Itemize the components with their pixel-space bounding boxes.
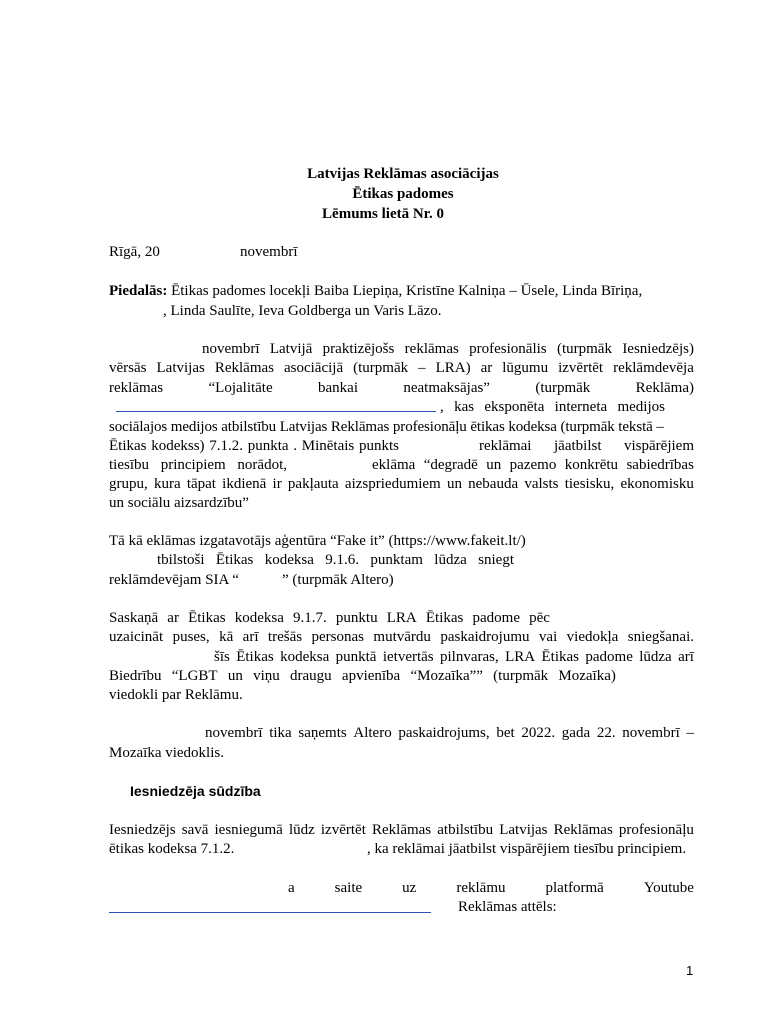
word: gada <box>561 725 591 741</box>
word: 2022. <box>521 725 556 741</box>
para6-line-2: Reklāmas attēls: <box>458 899 557 915</box>
para1-line-7a <box>109 456 287 474</box>
word: viņu <box>253 668 280 684</box>
word: aizspriedumiem <box>344 476 441 492</box>
word: lūdza <box>639 649 672 665</box>
word: padome <box>585 649 633 665</box>
word: kas <box>454 399 475 415</box>
word: “LGBT <box>171 668 218 684</box>
word: mutvārdu <box>373 629 431 645</box>
para2-line-3a: reklāmdevējam SIA “ <box>109 572 239 588</box>
word: arī <box>678 649 694 665</box>
word: paskaidrojumu <box>440 629 530 645</box>
word: (turpmāk <box>535 380 591 396</box>
word: eklāma <box>372 457 416 473</box>
word: Saskaņā <box>109 610 159 626</box>
participants-text: Ētikas padomes locekļi Baiba Liepiņa, Kristīne Kalniņa – Ūsele, Linda Bīriņa, <box>171 283 643 299</box>
para1-line-7b <box>372 456 694 474</box>
org-title: Latvijas Reklāmas asociācijas <box>307 166 499 182</box>
para1-line-1 <box>202 340 694 358</box>
word: tiesību <box>109 457 149 473</box>
word: interneta <box>554 399 608 415</box>
word: reklāmdevēja <box>613 360 694 376</box>
word: profesionāļu <box>618 822 694 838</box>
word: Mozaīka) <box>558 668 616 684</box>
word: reklāmu <box>456 880 506 896</box>
word: kura <box>153 476 181 492</box>
word: 22. <box>596 725 616 741</box>
word: reklāmas <box>109 380 164 396</box>
word: punktu <box>335 610 378 626</box>
para5-line-1 <box>109 821 694 839</box>
word: Reklāma) <box>635 380 694 396</box>
link-underline-1[interactable] <box>116 411 436 412</box>
word: vai <box>538 629 558 645</box>
word: iesniegumā <box>214 822 283 838</box>
word: “degradē <box>423 457 478 473</box>
page-number: 1 <box>686 963 694 978</box>
word: . <box>293 438 298 454</box>
para3-line-5: viedokli par Reklāmu. <box>109 687 243 703</box>
word: “Mozaīka”” <box>410 668 483 684</box>
word: savā <box>181 822 209 838</box>
board-title: Ētikas padomes <box>352 186 454 202</box>
word: – <box>418 360 426 376</box>
word: izvērtēt <box>320 822 366 838</box>
participants-label: Piedalās: <box>109 283 168 299</box>
para5-line-2a: ētikas kodeksa 7.1.2. <box>109 841 235 857</box>
para1-line-6a <box>109 437 399 455</box>
word: lūgumu <box>502 360 549 376</box>
word: Biedrību <box>109 668 162 684</box>
word: Minētais <box>301 438 355 454</box>
word: ir <box>272 476 282 492</box>
decision-title: Lēmums lietā Nr. 0 <box>322 206 444 222</box>
word: 9.1.7. <box>293 610 327 626</box>
para2-line-2 <box>157 551 514 569</box>
word: Latvijā <box>269 341 313 357</box>
word: (turpmāk <box>493 668 549 684</box>
word: punktam <box>370 552 423 568</box>
word: “Lojalitāte <box>208 380 273 396</box>
word: trešās <box>267 629 303 645</box>
word: principiem <box>160 457 226 473</box>
word: praktizējošs <box>322 341 395 357</box>
word: 7.1.2. <box>209 438 244 454</box>
word: Latvijas <box>156 360 205 376</box>
para3-line-4 <box>109 667 616 685</box>
word: pēc <box>529 610 550 626</box>
word: norādot, <box>237 457 287 473</box>
para6-line-1 <box>288 879 694 897</box>
word: reklāmai <box>479 438 532 454</box>
word: ar <box>167 610 179 626</box>
word: ikdienā <box>222 476 267 492</box>
word: uzaicināt <box>109 629 164 645</box>
word: platformā <box>545 880 604 896</box>
word: nebauda <box>468 476 519 492</box>
word: LRA) <box>435 360 471 376</box>
para1-line-5: sociālajos medijos atbilstību Latvijas Reklāmas profesionāļu ētikas kodeksa (turpmāk tekstā – <box>109 419 664 435</box>
word: Reklāmas <box>553 822 613 838</box>
word: bankai <box>318 380 358 396</box>
word: pakļauta <box>287 476 339 492</box>
word: ar <box>480 360 493 376</box>
word: un <box>227 668 243 684</box>
word: arī <box>242 629 259 645</box>
word: kodekss) <box>151 438 205 454</box>
word: tāpat <box>186 476 216 492</box>
para1-line-2 <box>109 359 694 377</box>
word: saite <box>334 880 363 896</box>
para1-line-3 <box>109 379 694 397</box>
para1-line-6b <box>479 437 694 455</box>
participants-line-2: , Linda Saulīte, Ieva Goldberga un Varis Lāzo. <box>163 303 442 319</box>
para1-line-4 <box>440 398 665 416</box>
word: atbilstību <box>437 822 494 838</box>
para1-line-9: un sociālu aizsardzību” <box>109 495 249 511</box>
para4-line-2: Mozaīka viedoklis. <box>109 745 224 761</box>
word: punktā <box>335 649 377 665</box>
word: puses, <box>172 629 210 645</box>
word: un <box>446 476 462 492</box>
word: saņemts <box>298 725 347 741</box>
word: (turpmāk <box>556 341 612 357</box>
word: padome <box>472 610 520 626</box>
word: reklāmas <box>404 341 459 357</box>
word: izvērtēt <box>558 360 604 376</box>
word: uz <box>402 880 417 896</box>
word: personas <box>311 629 364 645</box>
word: novembrī <box>205 725 263 741</box>
date-month: novembrī <box>240 244 298 260</box>
word: vērsās <box>109 360 147 376</box>
para3-line-3 <box>214 648 694 666</box>
word: konkrētu <box>564 457 619 473</box>
para3-line-2 <box>109 628 694 646</box>
word: vispārējiem <box>624 438 694 454</box>
word: punkta <box>247 438 289 454</box>
word: sniegt <box>478 552 514 568</box>
word: LRA <box>505 649 536 665</box>
word: kodeksa <box>264 552 314 568</box>
word: paskaidrojums, <box>398 725 490 741</box>
word: bet <box>496 725 515 741</box>
word: eksponēta <box>484 399 545 415</box>
word: šīs <box>214 649 230 665</box>
word: (turpmāk <box>353 360 409 376</box>
word: sabiedrības <box>626 457 694 473</box>
word: sniegšanai. <box>627 629 694 645</box>
word: asociācijā <box>283 360 344 376</box>
para5-line-2b: , ka reklāmai jāatbilst vispārējiem tiesību principiem. <box>367 841 687 857</box>
word: Ētikas <box>541 649 579 665</box>
word: pilnvaras, <box>440 649 499 665</box>
word: draugu <box>290 668 332 684</box>
word: punkts <box>358 438 399 454</box>
word: Reklāmas <box>214 360 274 376</box>
word: ietvertās <box>382 649 434 665</box>
word: pazemo <box>509 457 557 473</box>
place-date: Rīgā, 20 <box>109 244 160 260</box>
word: Latvijas <box>499 822 548 838</box>
word: Iesniedzējs <box>109 822 176 838</box>
word: apvienība <box>341 668 401 684</box>
para1-line-8 <box>109 475 694 493</box>
word: jāatbilst <box>554 438 602 454</box>
word: kodeksa <box>280 649 330 665</box>
word: valsts <box>524 476 559 492</box>
para3-line-1 <box>109 609 550 627</box>
word: profesionālis <box>469 341 547 357</box>
word: tiesisku, <box>564 476 615 492</box>
word: medijos <box>617 399 665 415</box>
word: Ētikas <box>236 649 274 665</box>
word: Ētikas <box>425 610 464 626</box>
word: , <box>440 399 444 415</box>
word: Altero <box>353 725 392 741</box>
word: Iesniedzējs) <box>622 341 694 357</box>
word: Ētikas <box>109 438 147 454</box>
word: 9.1.6. <box>325 552 360 568</box>
participants-line-1 <box>109 282 642 300</box>
word: tika <box>269 725 292 741</box>
word: ekonomisku <box>620 476 694 492</box>
word: un <box>486 457 502 473</box>
word: LRA <box>386 610 417 626</box>
para4-line-1 <box>205 724 694 742</box>
word: Ētikas <box>215 552 254 568</box>
word: tbilstoši <box>157 552 205 568</box>
word: kodeksa <box>234 610 284 626</box>
word: Ētikas <box>188 610 226 626</box>
para2-line-3b: ” (turpmāk Altero) <box>282 572 394 588</box>
para2-line-1: Tā kā eklāmas izgatavotājs aģentūra “Fake it” (https://www.fakeit.lt/) <box>109 533 526 549</box>
word: grupu, <box>109 476 148 492</box>
word: novembrī <box>202 341 260 357</box>
word: – <box>686 725 694 741</box>
word: viedokļa <box>566 629 619 645</box>
word: kā <box>219 629 234 645</box>
word: novembrī <box>622 725 680 741</box>
section-heading: Iesniedzēja sūdzība <box>130 783 261 799</box>
word: a <box>288 880 295 896</box>
word: Reklāmas <box>371 822 432 838</box>
word: lūdza <box>434 552 467 568</box>
word: lūdz <box>288 822 315 838</box>
word: Youtube <box>643 880 694 896</box>
word: neatmaksājas” <box>403 380 490 396</box>
link-underline-2[interactable] <box>109 912 431 913</box>
